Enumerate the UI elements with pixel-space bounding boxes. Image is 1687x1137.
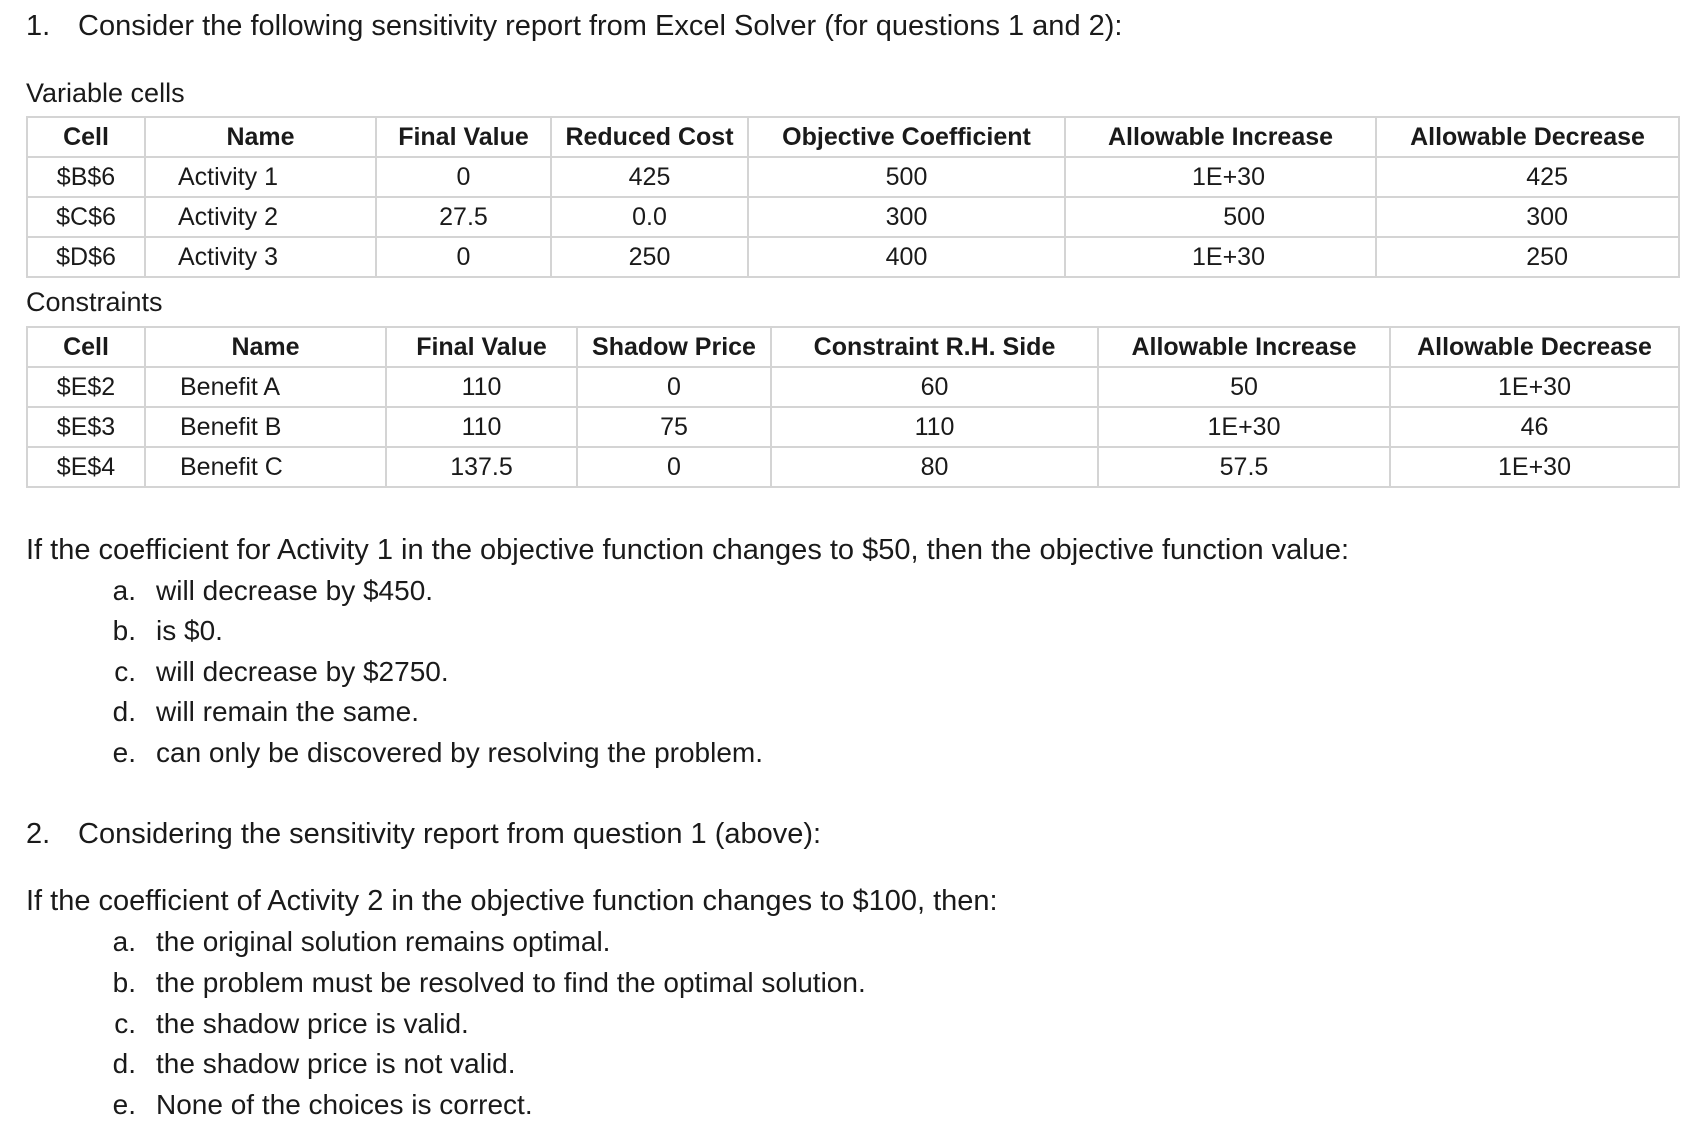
cell-name: Benefit B	[145, 407, 386, 447]
choice-letter: e.	[112, 1089, 136, 1120]
cell-allowable-increase: 1E+30	[1098, 407, 1390, 447]
cell-final-value: 0	[376, 157, 551, 197]
cell-allowable-decrease: 425	[1376, 157, 1679, 197]
choice-item	[80, 615, 223, 647]
cell-allowable-increase: 57.5	[1098, 447, 1390, 487]
cell-name: Benefit A	[145, 367, 386, 407]
cell-ref: $E$4	[27, 447, 145, 487]
cell-reduced-cost: 425	[551, 157, 748, 197]
cell-allowable-increase: 1E+30	[1065, 157, 1376, 197]
cell-constraint-rhs: 80	[771, 447, 1098, 487]
column-header: Objective Coefficient	[748, 117, 1065, 157]
choice-letter: a.	[112, 575, 136, 606]
cell-name: Activity 1	[145, 157, 376, 197]
constraints-table	[26, 326, 1680, 488]
question-text: Consider the following sensitivity report from Excel Solver (for questions 1 and 2):	[78, 10, 1123, 42]
cell-ref: $E$3	[27, 407, 145, 447]
cell-allowable-decrease: 1E+30	[1390, 447, 1679, 487]
choice-text: will decrease by $450.	[156, 575, 434, 606]
choice-item	[80, 656, 449, 688]
cell-allowable-decrease: 46	[1390, 407, 1679, 447]
cell-final-value: 110	[386, 407, 577, 447]
choice-letter: d.	[112, 1048, 136, 1079]
cell-objective-coefficient: 300	[748, 197, 1065, 237]
cell-allowable-increase: 1E+30	[1065, 237, 1376, 277]
choice-item	[80, 1048, 516, 1080]
choice-letter: c.	[114, 656, 136, 687]
table-row	[27, 447, 1679, 487]
choice-letter: c.	[114, 1008, 136, 1039]
cell-reduced-cost: 0.0	[551, 197, 748, 237]
question-1-heading	[26, 10, 1122, 43]
choice-text: will remain the same.	[156, 696, 419, 727]
choice-text: the shadow price is not valid.	[156, 1048, 516, 1079]
cell-ref: $C$6	[27, 197, 145, 237]
cell-name: Activity 3	[145, 237, 376, 277]
choice-text: can only be discovered by resolving the problem.	[156, 737, 764, 768]
choice-text: the problem must be resolved to find the optimal solution.	[156, 967, 866, 998]
cell-shadow-price: 75	[577, 407, 771, 447]
column-header: Allowable Decrease	[1376, 117, 1679, 157]
cell-allowable-increase: 50	[1098, 367, 1390, 407]
column-header: Final Value	[376, 117, 551, 157]
cell-constraint-rhs: 60	[771, 367, 1098, 407]
column-header: Allowable Decrease	[1390, 327, 1679, 367]
column-header: Allowable Increase	[1098, 327, 1390, 367]
question-2-prompt: If the coefficient of Activity 2 in the objective function changes to $100, then:	[26, 885, 998, 917]
constraints-heading: Constraints	[26, 287, 163, 317]
table-row	[27, 367, 1679, 407]
choice-text: the shadow price is valid.	[156, 1008, 469, 1039]
cell-final-value: 137.5	[386, 447, 577, 487]
cell-name: Benefit C	[145, 447, 386, 487]
choice-letter: d.	[112, 696, 136, 727]
cell-allowable-decrease: 300	[1376, 197, 1679, 237]
table-header-row	[27, 117, 1679, 157]
cell-allowable-decrease: 1E+30	[1390, 367, 1679, 407]
choice-text: None of the choices is correct.	[156, 1089, 533, 1120]
cell-final-value: 27.5	[376, 197, 551, 237]
cell-ref: $E$2	[27, 367, 145, 407]
column-header: Reduced Cost	[551, 117, 748, 157]
cell-name: Activity 2	[145, 197, 376, 237]
cell-allowable-increase: 500	[1065, 197, 1376, 237]
table-row	[27, 407, 1679, 447]
table-row	[27, 237, 1679, 277]
choice-item	[80, 1008, 469, 1040]
cell-final-value: 0	[376, 237, 551, 277]
choice-item	[80, 575, 433, 607]
question-2-heading	[26, 818, 821, 851]
choice-item	[80, 926, 610, 958]
column-header: Final Value	[386, 327, 577, 367]
choice-letter: b.	[112, 967, 136, 998]
cell-shadow-price: 0	[577, 447, 771, 487]
choice-letter: b.	[112, 615, 136, 646]
variable-cells-table	[26, 116, 1680, 278]
cell-objective-coefficient: 500	[748, 157, 1065, 197]
cell-reduced-cost: 250	[551, 237, 748, 277]
column-header: Name	[145, 117, 376, 157]
choice-item	[80, 967, 866, 999]
table-row	[27, 197, 1679, 237]
table-header-row	[27, 327, 1679, 367]
question-number: 2.	[26, 818, 51, 850]
column-header: Cell	[27, 117, 145, 157]
choice-item	[80, 1089, 533, 1121]
choice-text: will decrease by $2750.	[156, 656, 449, 687]
choice-item	[80, 737, 763, 769]
table-row	[27, 157, 1679, 197]
cell-constraint-rhs: 110	[771, 407, 1098, 447]
choice-text: the original solution remains optimal.	[156, 926, 611, 957]
cell-ref: $D$6	[27, 237, 145, 277]
choice-item	[80, 696, 419, 728]
cell-ref: $B$6	[27, 157, 145, 197]
choice-text: is $0.	[156, 615, 223, 646]
column-header: Constraint R.H. Side	[771, 327, 1098, 367]
cell-allowable-decrease: 250	[1376, 237, 1679, 277]
variable-cells-heading: Variable cells	[26, 78, 185, 108]
cell-final-value: 110	[386, 367, 577, 407]
cell-objective-coefficient: 400	[748, 237, 1065, 277]
column-header: Shadow Price	[577, 327, 771, 367]
question-1-prompt: If the coefficient for Activity 1 in the objective function changes to $50, then the objective function value:	[26, 534, 1350, 566]
cell-shadow-price: 0	[577, 367, 771, 407]
column-header: Cell	[27, 327, 145, 367]
choice-letter: a.	[112, 926, 136, 957]
column-header: Allowable Increase	[1065, 117, 1376, 157]
choice-letter: e.	[112, 737, 136, 768]
question-text: Considering the sensitivity report from question 1 (above):	[78, 818, 822, 850]
question-number: 1.	[26, 10, 51, 42]
column-header: Name	[145, 327, 386, 367]
